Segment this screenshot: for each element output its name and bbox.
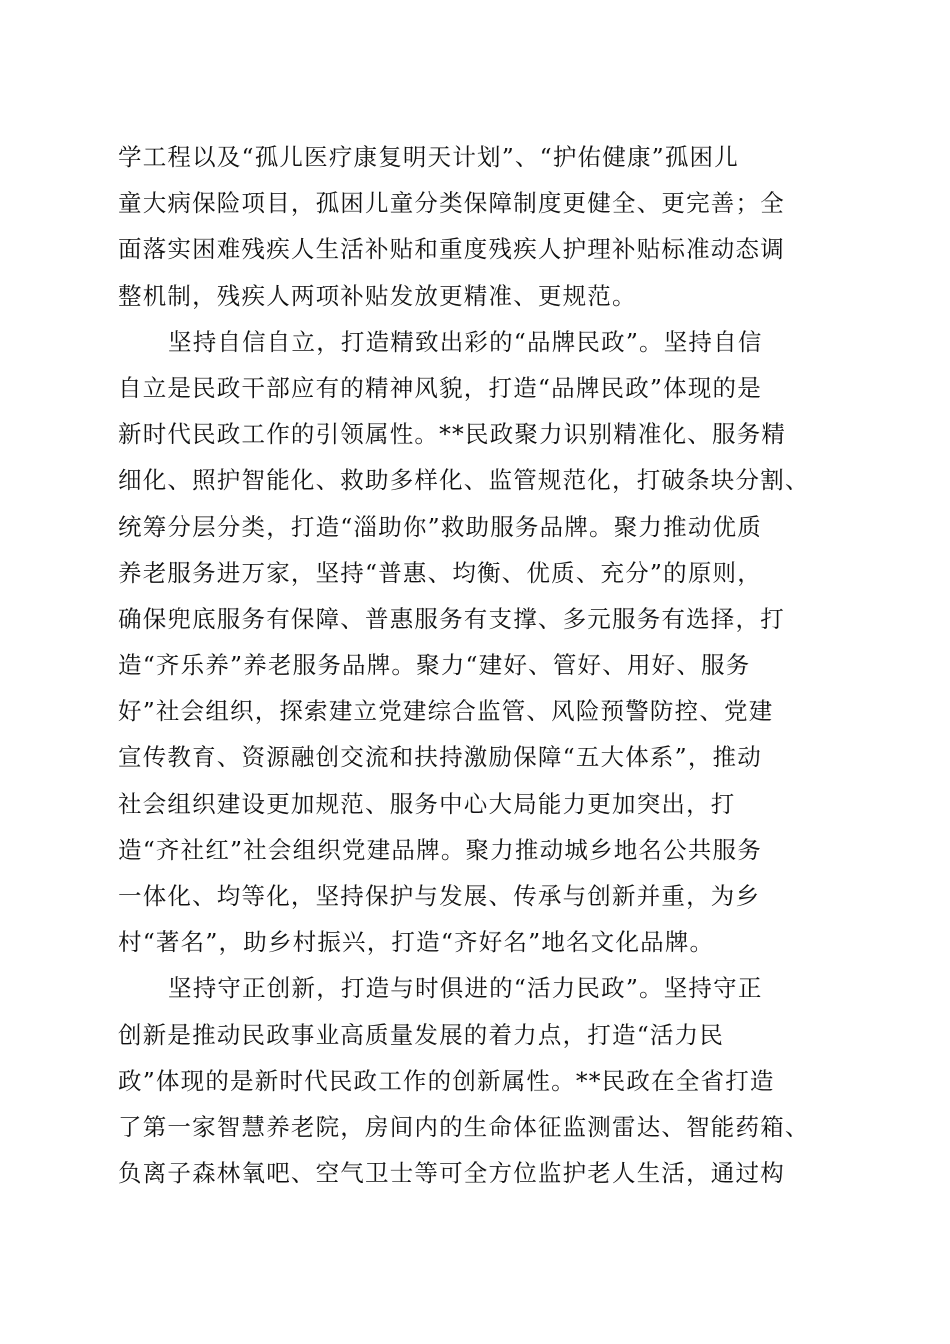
text-line: 村“著名”，助乡村振兴，打造“齐好名”地名文化品牌。 bbox=[118, 928, 715, 957]
text-line: 好”社会组织，探索建立党建综合监管、风险预警防控、党建 bbox=[118, 697, 774, 726]
text-line: 造“齐社红”社会组织党建品牌。聚力推动城乡地名公共服务 bbox=[118, 835, 762, 864]
text-line: 确保兜底服务有保障、普惠服务有支撑、多元服务有选择，打 bbox=[118, 604, 785, 633]
text-line: 统筹分层分类，打造“淄助你”救助服务品牌。聚力推动优质 bbox=[118, 512, 762, 541]
text-line: 细化、照护智能化、救助多样化、监管规范化，打破条块分割、 bbox=[118, 466, 810, 495]
text-line: 政”体现的是新时代民政工作的创新属性。**民政在全省打造 bbox=[118, 1066, 775, 1095]
paragraph-first-line: 坚持守正创新，打造与时俱进的“活力民政”。坚持守正 bbox=[168, 974, 763, 1003]
paragraph-first-line: 坚持自信自立，打造精致出彩的“品牌民政”。坚持自信 bbox=[168, 327, 763, 356]
text-line: 新时代民政工作的引领属性。**民政聚力识别精准化、服务精 bbox=[118, 420, 787, 449]
text-line: 造“齐乐养”养老服务品牌。聚力“建好、管好、用好、服务 bbox=[118, 651, 751, 680]
text-line: 社会组织建设更加规范、服务中心大局能力更加突出，打 bbox=[118, 789, 736, 818]
text-line: 负离子森林氧吧、空气卫士等可全方位监护老人生活，通过构 bbox=[118, 1159, 785, 1188]
text-line: 一体化、均等化，坚持保护与发展、传承与创新并重，为乡 bbox=[118, 882, 761, 910]
text-line: 自立是民政干部应有的精神风貌，打造“品牌民政”体现的是 bbox=[118, 373, 762, 402]
text-line: 了第一家智慧养老院，房间内的生命体征监测雷达、智能药箱、 bbox=[118, 1112, 810, 1141]
text-line: 宣传教育、资源融创交流和扶持激励保障“五大体系”，推动 bbox=[118, 743, 762, 772]
body-text bbox=[118, 134, 830, 1196]
text-line: 养老服务进万家，坚持“普惠、均衡、优质、充分”的原则， bbox=[118, 558, 762, 587]
text-line: 学工程以及“孤儿医疗康复明天计划”、“护佑健康”孤困儿 bbox=[118, 143, 739, 171]
text-line: 面落实困难残疾人生活补贴和重度残疾人护理补贴标准动态调 bbox=[118, 235, 785, 264]
text-line: 整机制，残疾人两项补贴发放更精准、更规范。 bbox=[118, 281, 637, 310]
text-line: 创新是推动民政事业高质量发展的着力点，打造“活力民 bbox=[118, 1020, 725, 1049]
text-line: 童大病保险项目，孤困儿童分类保障制度更健全、更完善；全 bbox=[118, 189, 785, 218]
